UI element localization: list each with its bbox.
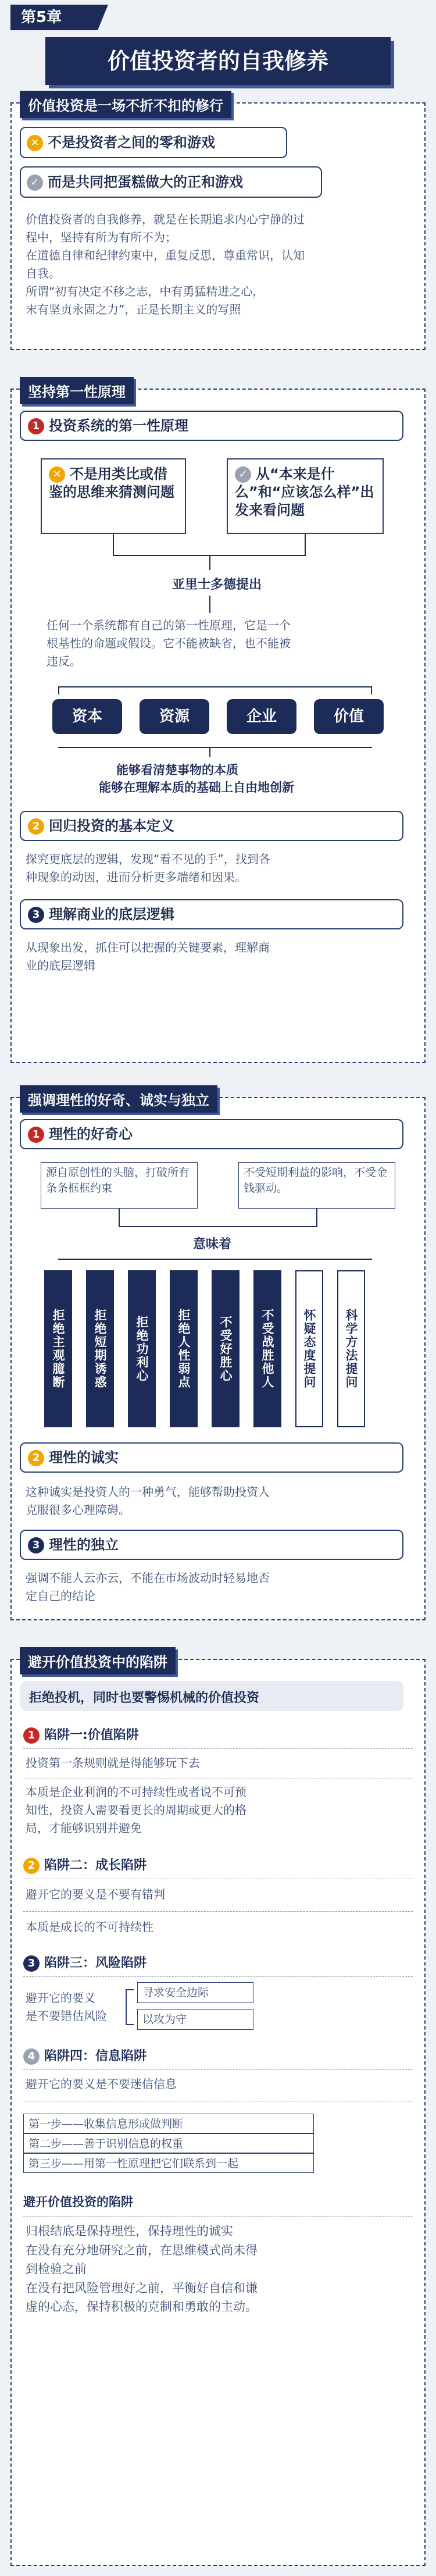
vbox-6: 不受战胜他人 — [253, 1270, 281, 1427]
divider — [23, 1748, 413, 1750]
point-positive-sum-label: 而是共同把蛋糕做大的正和游戏 — [48, 174, 243, 190]
independence-text — [26, 1569, 409, 1605]
text-line: 归根结底是保持理性，保持理性的诚实 — [26, 2224, 233, 2238]
text-line: 违反。 — [47, 654, 81, 668]
text-line: 在没有把风险管理好之前，平衡好自信和谦 — [26, 2281, 258, 2295]
final-title: 避开价值投资的陷阱 — [23, 2195, 133, 2209]
subhead-label: 理性的诚实 — [49, 1449, 119, 1466]
trap-3-c: 以攻为守 — [137, 2009, 253, 2030]
text-line: 程中，坚持有所为有所不为； — [26, 230, 177, 244]
trap-3-a — [26, 1989, 107, 2025]
curiosity-box-2: 不受短期利益的影响，不受金钱驱动。 — [238, 1162, 395, 1209]
x-icon: ✕ — [27, 135, 43, 151]
section-2-title: 坚持第一性原理 — [20, 377, 134, 404]
aristotle-label: 亚里士多德提出 — [172, 578, 262, 592]
section-1-text — [26, 211, 409, 319]
subhead-label: 投资系统的第一性原理 — [49, 418, 188, 434]
number-3-icon: 3 — [23, 1955, 40, 1972]
chapter-label: 第5章 — [10, 5, 98, 30]
text-line: 末有坚贞永固之力”，正是长期主义的写照 — [26, 302, 241, 316]
subhead-label: 理性的好奇心 — [49, 1126, 133, 1142]
connector — [209, 596, 210, 613]
divider — [23, 1779, 413, 1780]
chip-enterprise: 企业 — [227, 699, 296, 734]
point-zero-sum — [20, 127, 287, 158]
text-line: 从现象出发，抓住可以把握的关键要素，理解商 — [26, 940, 270, 954]
section-4-title: 避开价值投资中的陷阱 — [20, 1647, 176, 1674]
connector — [58, 686, 59, 694]
text-line: 避开它的要义 — [26, 1991, 95, 2005]
honesty-text — [26, 1483, 409, 1519]
text-line: 在没有充分地研究之前，在思维模式尚未得 — [26, 2243, 258, 2257]
subhead-honesty — [20, 1442, 403, 1473]
trap-1-a: 投资第一条规则就是得能够玩下去 — [26, 1756, 200, 1770]
left-box-text: 不是用类比或借鉴的思维来猜测问题 — [49, 466, 174, 501]
section-2-card — [10, 384, 426, 1063]
trap-2-title — [23, 1855, 146, 1874]
vbox-5: 不受好胜心 — [212, 1270, 240, 1427]
text-line: 所谓“初有决定不移之志，中有勇猛精进之心， — [26, 284, 265, 298]
text-line: 是不要错估风险 — [26, 2009, 107, 2023]
text-line: 定自己的结论 — [26, 1589, 95, 1603]
trap-4-title — [23, 2046, 146, 2065]
trap-4-label: 陷阱四：信息陷阱 — [44, 2049, 147, 2064]
trap-1-label: 陷阱一:价值陷阱 — [44, 1728, 139, 1743]
section-4-card — [10, 1654, 426, 2566]
text-line: 探究更底层的逻辑，发现“看不见的手”，找到各 — [26, 852, 270, 866]
vbox-2: 拒绝短期诱惑 — [86, 1270, 114, 1427]
subhead-basic-definition — [20, 811, 403, 841]
trap-1-b — [26, 1783, 409, 1837]
right-box — [227, 458, 384, 534]
divider — [23, 2216, 413, 2217]
final-text — [26, 2222, 409, 2317]
vbox-1: 拒绝主观臆断 — [44, 1270, 72, 1427]
connector — [58, 747, 372, 748]
core-2: 能够在理解本质的基础上自由地创新 — [99, 781, 294, 794]
number-3-icon: 3 — [28, 1537, 44, 1554]
vbox-8: 科学方法提问 — [337, 1270, 365, 1427]
text-line: 自我。 — [26, 266, 60, 280]
text-line: 根基性的命题或假设。它不能被缺省，也不能被 — [47, 636, 291, 650]
section-1-title: 价值投资是一场不折不扣的修行 — [20, 91, 231, 118]
divider — [23, 1976, 413, 1978]
number-4-icon: 4 — [23, 2048, 40, 2065]
connector — [119, 1226, 317, 1227]
trap-1-title — [23, 1725, 139, 1744]
connector — [209, 747, 210, 757]
point-positive-sum — [20, 166, 322, 198]
text-line: 种现象的动因，进而分析更多端绪和因果。 — [26, 870, 246, 884]
subhead-label: 理性的独立 — [49, 1537, 119, 1553]
connector — [113, 534, 114, 555]
text-line: 在道德自律和纪律约束中，重复反思，尊重常识，认知 — [26, 248, 305, 262]
core-1: 能够看清楚事物的本质 — [116, 763, 238, 777]
text-line: 强调不能人云亦云，不能在市场波动时轻易地否 — [26, 1571, 270, 1585]
check-icon: ✓ — [235, 466, 251, 483]
divider — [23, 1879, 413, 1880]
connector — [371, 686, 372, 694]
connector — [58, 1259, 372, 1260]
subhead-first-principle — [20, 411, 403, 441]
number-1-icon: 1 — [28, 418, 44, 434]
text-line: 到检验之前 — [26, 2262, 87, 2276]
first-principle-desc — [47, 617, 395, 671]
subhead-label: 理解商业的底层逻辑 — [49, 906, 174, 922]
text-line: 这种诚实是投资人的一种勇气，能够帮助投资人 — [26, 1485, 270, 1499]
connector — [58, 686, 372, 687]
divider — [23, 2069, 413, 2071]
number-2-icon: 2 — [23, 1858, 40, 1874]
step-1: 第一步——收集信息形成做判断 — [23, 2114, 314, 2133]
chip-resource: 资源 — [140, 699, 209, 734]
vbox-4: 拒绝人性弱点 — [170, 1270, 198, 1427]
number-1-icon: 1 — [23, 1727, 40, 1744]
step-2: 第二步——善于识别信息的权重 — [23, 2133, 314, 2153]
text-line: 本质是企业利润的不可持续性或者说不可预 — [26, 1785, 246, 1799]
trap-2-label: 陷阱二：成长陷阱 — [44, 1858, 147, 1873]
right-box-text: 从“本来是什么”和“应该怎么样”出发来看问题 — [235, 466, 374, 519]
text-line: 虚的心态，保持积极的克制和勇敢的主动。 — [26, 2300, 258, 2314]
check-icon: ✓ — [27, 174, 43, 191]
connector — [316, 1209, 317, 1226]
means-label: 意味着 — [193, 1237, 232, 1252]
connector — [305, 534, 306, 555]
chip-value: 价值 — [314, 699, 384, 734]
basic-definition-text — [26, 850, 409, 886]
trap-3-b: 寻求安全边际 — [137, 1982, 253, 2003]
text-line: 任何一个系统都有自己的第一性原理，它是一个 — [47, 618, 291, 632]
trap-2-a: 避开它的要义是不要有错判 — [26, 1887, 165, 1901]
text-line: 知性，投资人需要看更长的周期或更大的格 — [26, 1803, 246, 1817]
connector — [209, 555, 210, 570]
text-line: 价值投资者的自我修养，就是在长期追求内心宁静的过 — [26, 212, 305, 226]
divider — [23, 2101, 413, 2102]
subhead-independence — [20, 1530, 403, 1560]
number-2-icon: 2 — [28, 1450, 44, 1466]
chip-capital: 资本 — [52, 699, 122, 734]
curiosity-box-1: 源自原创性的头脑，打破所有条条框框约束 — [41, 1162, 198, 1209]
text-line: 业的底层逻辑 — [26, 959, 95, 972]
vbox-7: 怀疑态度提问 — [295, 1270, 323, 1427]
number-3-icon: 3 — [28, 907, 44, 923]
point-zero-sum-label: 不是投资者之间的零和游戏 — [48, 134, 215, 151]
trap-3-title — [23, 1953, 146, 1972]
bracket — [126, 1989, 134, 2025]
section-3-card — [10, 1092, 426, 1620]
page — [10, 0, 426, 2576]
subhead-label: 回归投资的基本定义 — [49, 818, 174, 834]
subhead-curiosity — [20, 1119, 403, 1149]
trap-4-a: 避开它的要义是不要迷信信息 — [26, 2077, 177, 2091]
trap-3-label: 陷阱三：风险陷阱 — [44, 1956, 147, 1971]
number-1-icon: 1 — [28, 1127, 44, 1143]
connector — [119, 1209, 120, 1226]
business-logic-text — [26, 939, 409, 975]
text-line: 局，才能够识别并避免 — [26, 1821, 142, 1835]
step-3: 第三步——用第一性原理把它们联系到一起 — [23, 2153, 314, 2173]
section-3-title: 强调理性的好奇、诚实与独立 — [20, 1085, 217, 1113]
divider — [23, 1911, 413, 1912]
left-box — [41, 458, 186, 534]
section-1-card — [10, 98, 426, 350]
vbox-3: 拒绝功利心 — [128, 1270, 156, 1427]
number-2-icon: 2 — [28, 818, 44, 835]
x-icon: ✕ — [49, 466, 65, 483]
intro-text: 拒绝投机，同时也要警惕机械的价值投资 — [29, 1691, 260, 1705]
trap-2-b: 本质是成长的不可持续性 — [26, 1920, 153, 1934]
text-line: 克服很多心理障碍。 — [26, 1503, 130, 1517]
subhead-business-logic — [20, 899, 403, 929]
page-title: 价值投资者的自我修养 — [45, 37, 391, 85]
